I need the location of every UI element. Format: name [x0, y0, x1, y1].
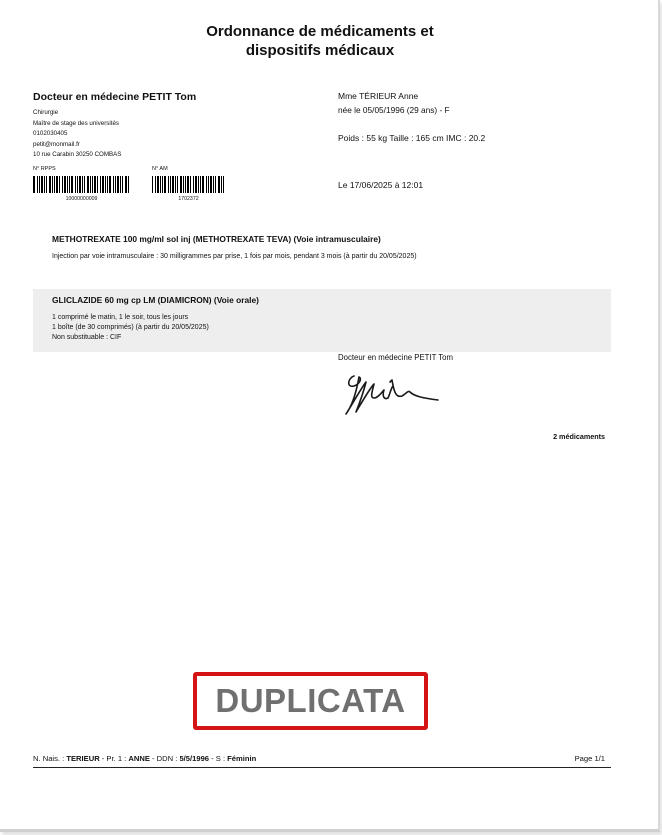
- barcode-bar: [157, 176, 159, 193]
- am-number: 1702372: [178, 196, 199, 202]
- rpps-number: 10000000009: [65, 196, 98, 202]
- medication-instruction: 1 comprimé le matin, 1 le soir, tous les jours: [52, 314, 189, 321]
- medication-count: 2 médicaments: [553, 432, 605, 441]
- medication-item: [33, 289, 611, 352]
- medication-quantity: 1 boîte (de 30 comprimés) (à partir du 20/05/2025): [52, 324, 209, 331]
- footer-pr-label: - Pr. 1 :: [99, 754, 129, 763]
- footer-sex-label: - S :: [209, 754, 228, 763]
- barcode-bar: [202, 176, 204, 193]
- footer-ddn-label: - DDN :: [149, 754, 180, 763]
- barcode-bar: [168, 176, 169, 193]
- barcode-bar: [90, 176, 91, 193]
- patient-measures: Poids : 55 kg Taille : 165 cm IMC : 20.2: [338, 133, 486, 143]
- barcode-bar: [52, 176, 53, 193]
- prescriber-title: Maître de stage des universités: [33, 119, 119, 127]
- barcode-bar: [59, 176, 60, 193]
- barcode-bar: [56, 176, 58, 193]
- barcode-bar: [180, 176, 182, 193]
- barcode-bar: [152, 176, 153, 193]
- barcode-bar: [195, 176, 197, 193]
- document-title: [0, 22, 640, 60]
- barcode-bar: [221, 176, 222, 193]
- rpps-barcode: [33, 176, 130, 193]
- prescriber-specialty: Chirurgie: [33, 109, 59, 116]
- barcode-bar: [107, 176, 108, 193]
- footer-divider: [33, 767, 611, 768]
- title-line-2: dispositifs médicaux: [245, 42, 395, 59]
- barcode-bar: [79, 176, 81, 193]
- barcode-bar: [164, 176, 166, 193]
- page-number: Page 1/1: [574, 754, 605, 763]
- barcode-bar: [97, 176, 98, 193]
- medication-substitution: Non substituable : CIF: [52, 334, 122, 341]
- barcode-bar: [49, 176, 51, 193]
- barcode-bar: [69, 176, 70, 193]
- barcode-bar: [109, 176, 111, 193]
- medication-title: METHOTREXATE 100 mg/ml sol inj (METHOTREXATE TEVA) (Voie intramusculaire): [52, 234, 381, 244]
- barcode-bar: [87, 176, 89, 193]
- am-barcode: [152, 176, 225, 193]
- barcode-bar: [84, 176, 85, 193]
- barcode-bar: [82, 176, 83, 193]
- barcode-bar: [122, 176, 123, 193]
- barcode-bar: [75, 176, 76, 193]
- barcode-bar: [213, 176, 214, 193]
- barcode-bar: [44, 176, 45, 193]
- barcode-bar: [41, 176, 43, 193]
- barcode-bar: [113, 176, 114, 193]
- barcode-bar: [100, 176, 101, 193]
- prescriber-phone: 0102030405: [33, 130, 68, 138]
- barcode-bar: [187, 176, 189, 193]
- barcode-bar: [33, 176, 35, 193]
- barcode-bar: [175, 176, 176, 193]
- footer-patient-info: [33, 754, 256, 763]
- duplicata-text: DUPLICATA: [215, 682, 406, 719]
- prescriber-details: [33, 108, 121, 161]
- barcode-bar: [198, 176, 199, 193]
- footer-pr-value: ANNE: [128, 754, 150, 763]
- patient-name: Mme TÉRIEUR Anne: [338, 91, 419, 101]
- barcode-bar: [193, 176, 194, 193]
- barcode-bar: [46, 176, 47, 193]
- signature-name: Docteur en médecine PETIT Tom: [338, 353, 453, 362]
- barcode-bar: [77, 176, 78, 193]
- barcode-bar: [210, 176, 212, 193]
- barcode-bar: [206, 176, 207, 193]
- barcode-bar: [200, 176, 201, 193]
- barcode-bar: [102, 176, 104, 193]
- barcode-bar: [115, 176, 116, 193]
- barcode-bar: [208, 176, 209, 193]
- barcode-bar: [185, 176, 186, 193]
- medication-item: [33, 232, 611, 270]
- footer-nais-label: N. Nais. :: [33, 754, 67, 763]
- title-line-1: Ordonnance de médicaments et: [206, 23, 434, 40]
- barcode-bar: [64, 176, 66, 193]
- footer-nais-value: TERIEUR: [66, 754, 100, 763]
- barcode-bar: [128, 176, 129, 193]
- prescription-date: Le 17/06/2025 à 12:01: [338, 180, 424, 190]
- signature-image: [340, 368, 450, 420]
- barcode-bar: [37, 176, 38, 193]
- barcode-bar: [190, 176, 191, 193]
- medication-instruction: Injection par voie intramusculaire : 30 milligrammes par prise, 1 fois par mois, pendant 3 mois (à partir du 20/05/2025): [52, 253, 417, 260]
- am-label: N° AM: [152, 166, 168, 172]
- medication-title: GLICLAZIDE 60 mg cp LM (DIAMICRON) (Voie orale): [52, 295, 259, 305]
- barcode-bar: [105, 176, 106, 193]
- barcode-bar: [160, 176, 161, 193]
- prescriber-email: petit@monmail.fr: [33, 140, 80, 148]
- barcode-bar: [67, 176, 68, 193]
- barcode-bar: [218, 176, 220, 193]
- barcode-bar: [120, 176, 121, 193]
- barcode-bar: [215, 176, 216, 193]
- footer-ddn-value: 5/5/1996: [179, 754, 210, 763]
- barcode-bar: [170, 176, 171, 193]
- barcode-bar: [39, 176, 40, 193]
- patient-birth: née le 05/05/1996 (29 ans) - F: [338, 105, 450, 115]
- barcode-bar: [125, 176, 127, 193]
- prescriber-name: Docteur en médecine PETIT Tom: [33, 91, 197, 103]
- barcode-bar: [183, 176, 184, 193]
- footer-sex-value: Féminin: [227, 754, 257, 763]
- duplicata-stamp: [193, 672, 428, 730]
- barcode-bar: [162, 176, 163, 193]
- barcode-bar: [92, 176, 93, 193]
- barcode-bar: [54, 176, 55, 193]
- barcode-bar: [94, 176, 96, 193]
- rpps-label: N° RPPS: [33, 166, 56, 172]
- barcode-bar: [155, 176, 156, 193]
- prescriber-address: 10 rue Carabin 30250 COMBAS: [33, 151, 122, 159]
- barcode-bar: [223, 176, 224, 193]
- barcode-bar: [62, 176, 63, 193]
- barcode-bar: [172, 176, 174, 193]
- barcode-bar: [71, 176, 73, 193]
- barcode-bar: [177, 176, 178, 193]
- barcode-bar: [117, 176, 119, 193]
